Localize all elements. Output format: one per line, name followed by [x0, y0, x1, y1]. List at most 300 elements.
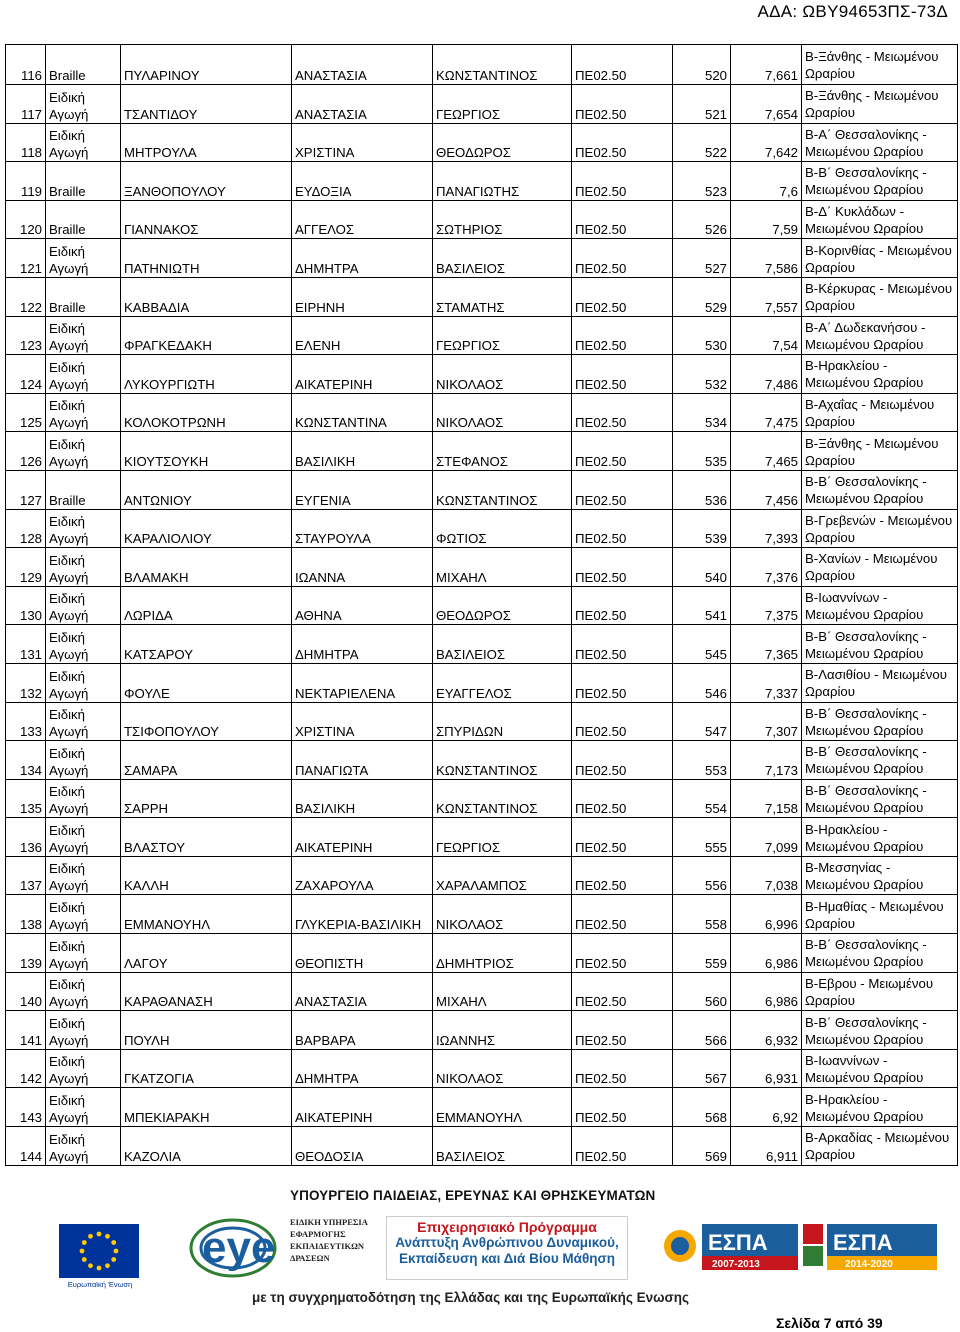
firstname-cell: ΑΝΑΣΤΑΣΙΑ	[292, 45, 433, 85]
eu-star	[105, 1234, 110, 1239]
rank-cell: 555	[673, 818, 731, 857]
firstname-cell: ΑΘΗΝΑ	[292, 586, 433, 625]
rank-cell: 554	[673, 779, 731, 818]
rank-cell: 567	[673, 1049, 731, 1088]
fathername-cell: ΘΕΟΔΩΡΟΣ	[433, 123, 572, 162]
firstname-cell: ΑΙΚΑΤΕΡΙΝΗ	[292, 818, 433, 857]
surname-cell: ΞΑΝΘΟΠΟΥΛΟΥ	[121, 162, 292, 201]
score-cell: 7,375	[731, 586, 802, 625]
espa-2007-2013-logo	[660, 1216, 800, 1278]
firstname-cell: ΚΩΝΣΤΑΝΤΙΝΑ	[292, 393, 433, 432]
category-cell: Ειδική Αγωγή	[46, 1049, 121, 1088]
specialty-cell: ΠΕ02.50	[572, 200, 673, 239]
svg-text:eye: eye	[202, 1223, 276, 1272]
placement-cell: Β-Αχαΐας - Μειωμένου Ωραρίου	[802, 393, 958, 432]
rank-cell: 523	[673, 162, 731, 201]
eu-star	[82, 1240, 87, 1245]
rank-cell: 560	[673, 972, 731, 1011]
surname-cell: ΓΙΑΝΝΑΚΟΣ	[121, 200, 292, 239]
svg-text:ΕΣΠΑ: ΕΣΠΑ	[708, 1230, 768, 1255]
rank-cell: 532	[673, 355, 731, 394]
placement-cell: Β-Ξάνθης - Μειωμένου Ωραρίου	[802, 45, 958, 85]
placement-cell: Β-Β΄ Θεσσαλονίκης - Μειωμένου Ωραρίου	[802, 470, 958, 509]
footer	[0, 1180, 960, 1330]
row-number: 118	[6, 123, 46, 162]
score-cell: 7,54	[731, 316, 802, 355]
score-cell: 7,365	[731, 625, 802, 664]
surname-cell: ΚΑΖΟΛΙΑ	[121, 1127, 292, 1166]
firstname-cell: ΑΙΚΑΤΕΡΙΝΗ	[292, 1088, 433, 1127]
fathername-cell: ΝΙΚΟΛΑΟΣ	[433, 355, 572, 394]
rank-cell: 568	[673, 1088, 731, 1127]
placement-cell: Β-Εβρου - Μειωμένου Ωραρίου	[802, 972, 958, 1011]
placement-cell: Β-Α΄ Δωδεκανήσου - Μειωμένου Ωραρίου	[802, 316, 958, 355]
fathername-cell: ΘΕΟΔΩΡΟΣ	[433, 586, 572, 625]
score-cell: 6,932	[731, 1011, 802, 1050]
specialty-cell: ΠΕ02.50	[572, 509, 673, 548]
specialty-cell: ΠΕ02.50	[572, 316, 673, 355]
placement-cell: Β-Δ΄ Κυκλάδων - Μειωμένου Ωραρίου	[802, 200, 958, 239]
surname-cell: ΜΠΕΚΙΑΡΑΚΗ	[121, 1088, 292, 1127]
category-cell: Ειδική Αγωγή	[46, 123, 121, 162]
rank-cell: 546	[673, 663, 731, 702]
table-row	[6, 934, 958, 973]
surname-cell: ΚΑΡΑΛΙΟΛΙΟΥ	[121, 509, 292, 548]
rank-cell: 520	[673, 45, 731, 85]
rank-cell: 530	[673, 316, 731, 355]
rank-cell: 566	[673, 1011, 731, 1050]
score-cell: 6,931	[731, 1049, 802, 1088]
placement-cell: Β-Ξάνθης - Μειωμένου Ωραρίου	[802, 85, 958, 124]
firstname-cell: ΕΥΔΟΞΙΑ	[292, 162, 433, 201]
eu-flag-logo	[59, 1224, 139, 1278]
category-cell: Braille	[46, 277, 121, 316]
category-cell: Ειδική Αγωγή	[46, 1011, 121, 1050]
rank-cell: 529	[673, 277, 731, 316]
rank-cell: 522	[673, 123, 731, 162]
fathername-cell: ΕΥΑΓΓΕΛΟΣ	[433, 663, 572, 702]
placement-cell: Β-Ιωαννίνων - Μειωμένου Ωραρίου	[802, 586, 958, 625]
program-subtitle: Ανάπτυξη Ανθρώπινου Δυναμικού, Εκπαίδευση και Διά Βίου Μάθηση	[395, 1235, 619, 1266]
rank-cell: 541	[673, 586, 731, 625]
row-number: 120	[6, 200, 46, 239]
eu-star	[82, 1257, 87, 1262]
fathername-cell: ΓΕΩΡΓΙΟΣ	[433, 85, 572, 124]
surname-cell: ΤΣΙΦΟΠΟΥΛΟΥ	[121, 702, 292, 741]
firstname-cell: ΧΡΙΣΤΙΝΑ	[292, 123, 433, 162]
fathername-cell: ΜΙΧΑΗΛ	[433, 548, 572, 587]
surname-cell: ΠΟΥΛΗ	[121, 1011, 292, 1050]
score-cell: 7,376	[731, 548, 802, 587]
category-cell: Ειδική Αγωγή	[46, 856, 121, 895]
ranking-table	[5, 44, 958, 1166]
surname-cell: ΚΑΒΒΑΔΙΑ	[121, 277, 292, 316]
fathername-cell: ΦΩΤΙΟΣ	[433, 509, 572, 548]
fathername-cell: ΔΗΜΗΤΡΙΟΣ	[433, 934, 572, 973]
row-number: 123	[6, 316, 46, 355]
firstname-cell: ΧΡΙΣΤΙΝΑ	[292, 702, 433, 741]
table-row	[6, 741, 958, 780]
specialty-cell: ΠΕ02.50	[572, 355, 673, 394]
specialty-cell: ΠΕ02.50	[572, 1011, 673, 1050]
specialty-cell: ΠΕ02.50	[572, 123, 673, 162]
fathername-cell: ΚΩΝΣΤΑΝΤΙΝΟΣ	[433, 470, 572, 509]
svg-text:2014-2020: 2014-2020	[845, 1259, 893, 1270]
score-cell: 7,654	[731, 85, 802, 124]
score-cell: 7,6	[731, 162, 802, 201]
firstname-cell: ΙΩΑΝΝΑ	[292, 548, 433, 587]
rank-cell: 545	[673, 625, 731, 664]
category-cell: Ειδική Αγωγή	[46, 779, 121, 818]
table-row	[6, 586, 958, 625]
rank-cell: 539	[673, 509, 731, 548]
firstname-cell: ΘΕΟΠΙΣΤΗ	[292, 934, 433, 973]
table-row	[6, 1127, 958, 1166]
rank-cell: 559	[673, 934, 731, 973]
score-cell: 7,337	[731, 663, 802, 702]
score-cell: 7,465	[731, 432, 802, 471]
firstname-cell: ΑΝΑΣΤΑΣΙΑ	[292, 972, 433, 1011]
surname-cell: ΠΑΤΗΝΙΩΤΗ	[121, 239, 292, 278]
row-number: 122	[6, 277, 46, 316]
row-number: 133	[6, 702, 46, 741]
surname-cell: ΛΩΡΙΔΑ	[121, 586, 292, 625]
placement-cell: Β-Α΄ Θεσσαλονίκης - Μειωμένου Ωραρίου	[802, 123, 958, 162]
rank-cell: 540	[673, 548, 731, 587]
rank-cell: 534	[673, 393, 731, 432]
score-cell: 7,557	[731, 277, 802, 316]
table-row	[6, 277, 958, 316]
eu-star	[80, 1249, 85, 1254]
rank-cell: 527	[673, 239, 731, 278]
page-number: Σελίδα 7 από 39	[776, 1315, 883, 1331]
table-row	[6, 1011, 958, 1050]
specialty-cell: ΠΕ02.50	[572, 741, 673, 780]
row-number: 137	[6, 856, 46, 895]
row-number: 132	[6, 663, 46, 702]
placement-cell: Β-Μεσσηνίας - Μειωμένου Ωραρίου	[802, 856, 958, 895]
category-cell: Ειδική Αγωγή	[46, 586, 121, 625]
rank-cell: 526	[673, 200, 731, 239]
table-row	[6, 316, 958, 355]
category-cell: Ειδική Αγωγή	[46, 432, 121, 471]
table-row	[6, 200, 958, 239]
category-cell: Ειδική Αγωγή	[46, 355, 121, 394]
score-cell: 7,486	[731, 355, 802, 394]
espa-2014-2020-logo	[803, 1216, 938, 1278]
score-cell: 7,158	[731, 779, 802, 818]
row-number: 126	[6, 432, 46, 471]
surname-cell: ΑΝΤΩΝΙΟΥ	[121, 470, 292, 509]
fathername-cell: ΠΑΝΑΓΙΩΤΗΣ	[433, 162, 572, 201]
rank-cell: 536	[673, 470, 731, 509]
table-row	[6, 702, 958, 741]
row-number: 142	[6, 1049, 46, 1088]
firstname-cell: ΓΛΥΚΕΡΙΑ-ΒΑΣΙΛΙΚΗ	[292, 895, 433, 934]
specialty-cell: ΠΕ02.50	[572, 895, 673, 934]
table-row	[6, 123, 958, 162]
fathername-cell: ΓΕΩΡΓΙΟΣ	[433, 316, 572, 355]
table-row	[6, 548, 958, 587]
row-number: 144	[6, 1127, 46, 1166]
placement-cell: Β-Β΄ Θεσσαλονίκης - Μειωμένου Ωραρίου	[802, 625, 958, 664]
fathername-cell: ΜΙΧΑΗΛ	[433, 972, 572, 1011]
specialty-cell: ΠΕ02.50	[572, 393, 673, 432]
category-cell: Braille	[46, 200, 121, 239]
category-cell: Braille	[46, 470, 121, 509]
category-cell: Ειδική Αγωγή	[46, 895, 121, 934]
surname-cell: ΠΥΛΑΡΙΝΟΥ	[121, 45, 292, 85]
specialty-cell: ΠΕ02.50	[572, 162, 673, 201]
fathername-cell: ΝΙΚΟΛΑΟΣ	[433, 895, 572, 934]
firstname-cell: ΑΙΚΑΤΕΡΙΝΗ	[292, 355, 433, 394]
score-cell: 7,307	[731, 702, 802, 741]
rank-cell: 535	[673, 432, 731, 471]
surname-cell: ΜΗΤΡΟΥΛΑ	[121, 123, 292, 162]
specialty-cell: ΠΕ02.50	[572, 818, 673, 857]
eu-star	[97, 1232, 102, 1237]
table-row	[6, 45, 958, 85]
rank-cell: 521	[673, 85, 731, 124]
specialty-cell: ΠΕ02.50	[572, 1049, 673, 1088]
surname-cell: ΣΑΡΡΗ	[121, 779, 292, 818]
specialty-cell: ΠΕ02.50	[572, 548, 673, 587]
score-cell: 7,475	[731, 393, 802, 432]
score-cell: 6,996	[731, 895, 802, 934]
fathername-cell: ΧΑΡΑΛΑΜΠΟΣ	[433, 856, 572, 895]
fathername-cell: ΝΙΚΟΛΑΟΣ	[433, 393, 572, 432]
specialty-cell: ΠΕ02.50	[572, 586, 673, 625]
fathername-cell: ΒΑΣΙΛΕΙΟΣ	[433, 625, 572, 664]
fathername-cell: ΒΑΣΙΛΕΙΟΣ	[433, 1127, 572, 1166]
placement-cell: Β-Ημαθίας - Μειωμένου Ωραρίου	[802, 895, 958, 934]
placement-cell: Β-Ηρακλείου - Μειωμένου Ωραρίου	[802, 355, 958, 394]
firstname-cell: ΕΛΕΝΗ	[292, 316, 433, 355]
row-number: 129	[6, 548, 46, 587]
specialty-cell: ΠΕ02.50	[572, 1088, 673, 1127]
surname-cell: ΒΛΑΜΑΚΗ	[121, 548, 292, 587]
fathername-cell: ΣΤΑΜΑΤΗΣ	[433, 277, 572, 316]
specialty-cell: ΠΕ02.50	[572, 45, 673, 85]
rank-cell: 556	[673, 856, 731, 895]
placement-cell: Β-Β΄ Θεσσαλονίκης - Μειωμένου Ωραρίου	[802, 162, 958, 201]
row-number: 143	[6, 1088, 46, 1127]
category-cell: Ειδική Αγωγή	[46, 663, 121, 702]
firstname-cell: ΕΙΡΗΝΗ	[292, 277, 433, 316]
row-number: 125	[6, 393, 46, 432]
row-number: 138	[6, 895, 46, 934]
firstname-cell: ΔΗΜΗΤΡΑ	[292, 239, 433, 278]
surname-cell: ΓΚΑΤΖΟΓΙΑ	[121, 1049, 292, 1088]
placement-cell: Β-Β΄ Θεσσαλονίκης - Μειωμένου Ωραρίου	[802, 741, 958, 780]
surname-cell: ΣΑΜΑΡΑ	[121, 741, 292, 780]
specialty-cell: ΠΕ02.50	[572, 470, 673, 509]
category-cell: Ειδική Αγωγή	[46, 1088, 121, 1127]
category-cell: Ειδική Αγωγή	[46, 393, 121, 432]
placement-cell: Β-Λασιθίου - Μειωμένου Ωραρίου	[802, 663, 958, 702]
specialty-cell: ΠΕ02.50	[572, 934, 673, 973]
firstname-cell: ΠΑΝΑΓΙΩΤΑ	[292, 741, 433, 780]
fathername-cell: ΣΠΥΡΙΔΩΝ	[433, 702, 572, 741]
specialty-cell: ΠΕ02.50	[572, 85, 673, 124]
fathername-cell: ΚΩΝΣΤΑΝΤΙΝΟΣ	[433, 741, 572, 780]
row-number: 124	[6, 355, 46, 394]
surname-cell: ΦΡΑΓΚΕΔΑΚΗ	[121, 316, 292, 355]
table-row	[6, 432, 958, 471]
placement-cell: Β-Γρεβενών - Μειωμένου Ωραρίου	[802, 509, 958, 548]
table-row	[6, 972, 958, 1011]
fathername-cell: ΚΩΝΣΤΑΝΤΙΝΟΣ	[433, 45, 572, 85]
score-cell: 7,393	[731, 509, 802, 548]
rank-cell: 558	[673, 895, 731, 934]
table-row	[6, 895, 958, 934]
score-cell: 6,986	[731, 934, 802, 973]
category-cell: Ειδική Αγωγή	[46, 548, 121, 587]
row-number: 139	[6, 934, 46, 973]
row-number: 121	[6, 239, 46, 278]
table-row	[6, 625, 958, 664]
specialty-cell: ΠΕ02.50	[572, 239, 673, 278]
placement-cell: Β-Β΄ Θεσσαλονίκης - Μειωμένου Ωραρίου	[802, 934, 958, 973]
cofinancing-text: με τη συγχρηματοδότηση της Ελλάδας και της Ευρωπαϊκής Ενωσης	[252, 1290, 690, 1305]
fathername-cell: ΣΩΤΗΡΙΟΣ	[433, 200, 572, 239]
category-cell: Ειδική Αγωγή	[46, 239, 121, 278]
fathername-cell: ΕΜΜΑΝΟΥΗΛ	[433, 1088, 572, 1127]
program-title: Επιχειρησιακό Πρόγραμμα	[417, 1219, 597, 1235]
surname-cell: ΕΜΜΑΝΟΥΗΛ	[121, 895, 292, 934]
row-number: 119	[6, 162, 46, 201]
placement-cell: Β-Β΄ Θεσσαλονίκης - Μειωμένου Ωραρίου	[802, 702, 958, 741]
placement-cell: Β-Β΄ Θεσσαλονίκης - Μειωμένου Ωραρίου	[802, 779, 958, 818]
specialty-cell: ΠΕ02.50	[572, 779, 673, 818]
eu-star	[88, 1234, 93, 1239]
row-number: 134	[6, 741, 46, 780]
table-row	[6, 393, 958, 432]
category-cell: Ειδική Αγωγή	[46, 934, 121, 973]
eu-label: Ευρωπαϊκή Ένωση	[67, 1280, 133, 1289]
specialty-cell: ΠΕ02.50	[572, 1127, 673, 1166]
score-cell: 7,038	[731, 856, 802, 895]
fathername-cell: ΓΕΩΡΓΙΟΣ	[433, 818, 572, 857]
category-cell: Braille	[46, 162, 121, 201]
table-row	[6, 509, 958, 548]
placement-cell: Β-Ιωαννίνων - Μειωμένου Ωραρίου	[802, 1049, 958, 1088]
eu-star	[111, 1240, 116, 1245]
category-cell: Ειδική Αγωγή	[46, 818, 121, 857]
placement-cell: Β-Κέρκυρας - Μειωμένου Ωραρίου	[802, 277, 958, 316]
table-row	[6, 818, 958, 857]
specialty-cell: ΠΕ02.50	[572, 663, 673, 702]
ministry-title: ΥΠΟΥΡΓΕΙΟ ΠΑΙΔΕΙΑΣ, ΕΡΕΥΝΑΣ ΚΑΙ ΘΡΗΣΚΕΥΜΑΤΩΝ	[290, 1188, 656, 1203]
row-number: 128	[6, 509, 46, 548]
surname-cell: ΦΟΥΛΕ	[121, 663, 292, 702]
specialty-cell: ΠΕ02.50	[572, 972, 673, 1011]
score-cell: 7,456	[731, 470, 802, 509]
score-cell: 7,099	[731, 818, 802, 857]
category-cell: Ειδική Αγωγή	[46, 316, 121, 355]
category-cell: Ειδική Αγωγή	[46, 741, 121, 780]
surname-cell: ΤΣΑΝΤΙΔΟΥ	[121, 85, 292, 124]
fathername-cell: ΒΑΣΙΛΕΙΟΣ	[433, 239, 572, 278]
row-number: 117	[6, 85, 46, 124]
category-cell: Ειδική Αγωγή	[46, 1127, 121, 1166]
firstname-cell: ΑΝΑΣΤΑΣΙΑ	[292, 85, 433, 124]
row-number: 116	[6, 45, 46, 85]
score-cell: 6,911	[731, 1127, 802, 1166]
placement-cell: Β-Ηρακλείου - Μειωμένου Ωραρίου	[802, 1088, 958, 1127]
placement-cell: Β-Ηρακλείου - Μειωμένου Ωραρίου	[802, 818, 958, 857]
fathername-cell: ΚΩΝΣΤΑΝΤΙΝΟΣ	[433, 779, 572, 818]
firstname-cell: ΣΤΑΥΡΟΥΛΑ	[292, 509, 433, 548]
specialty-cell: ΠΕ02.50	[572, 702, 673, 741]
fathername-cell: ΝΙΚΟΛΑΟΣ	[433, 1049, 572, 1088]
placement-cell: Β-Χανίων - Μειωμένου Ωραρίου	[802, 548, 958, 587]
svg-text:2007-2013: 2007-2013	[712, 1259, 760, 1270]
table-row	[6, 663, 958, 702]
score-cell: 7,59	[731, 200, 802, 239]
table-row	[6, 1088, 958, 1127]
row-number: 127	[6, 470, 46, 509]
firstname-cell: ΕΥΓΕΝΙΑ	[292, 470, 433, 509]
placement-cell: Β-Ξάνθης - Μειωμένου Ωραρίου	[802, 432, 958, 471]
placement-cell: Β-Β΄ Θεσσαλονίκης - Μειωμένου Ωραρίου	[802, 1011, 958, 1050]
table-row	[6, 1049, 958, 1088]
score-cell: 6,92	[731, 1088, 802, 1127]
fathername-cell: ΙΩΑΝΝΗΣ	[433, 1011, 572, 1050]
specialty-cell: ΠΕ02.50	[572, 856, 673, 895]
eu-star	[97, 1266, 102, 1271]
table-row	[6, 162, 958, 201]
firstname-cell: ΒΑΣΙΛΙΚΗ	[292, 779, 433, 818]
row-number: 141	[6, 1011, 46, 1050]
specialty-cell: ΠΕ02.50	[572, 432, 673, 471]
surname-cell: ΚΑΛΛΗ	[121, 856, 292, 895]
rank-cell: 553	[673, 741, 731, 780]
eu-star	[114, 1249, 119, 1254]
fathername-cell: ΣΤΕΦΑΝΟΣ	[433, 432, 572, 471]
firstname-cell: ΒΑΡΒΑΡΑ	[292, 1011, 433, 1050]
row-number: 135	[6, 779, 46, 818]
firstname-cell: ΒΑΣΙΛΙΚΗ	[292, 432, 433, 471]
table-row	[6, 470, 958, 509]
table-row	[6, 85, 958, 124]
category-cell: Ειδική Αγωγή	[46, 85, 121, 124]
table-row	[6, 239, 958, 278]
category-cell: Braille	[46, 45, 121, 85]
firstname-cell: ΑΓΓΕΛΟΣ	[292, 200, 433, 239]
row-number: 130	[6, 586, 46, 625]
placement-cell: Β-Αρκαδίας - Μειωμένου Ωραρίου	[802, 1127, 958, 1166]
placement-cell: Β-Κορινθίας - Μειωμένου Ωραρίου	[802, 239, 958, 278]
firstname-cell: ΔΗΜΗΤΡΑ	[292, 625, 433, 664]
score-cell: 7,661	[731, 45, 802, 85]
specialty-cell: ΠΕ02.50	[572, 277, 673, 316]
rank-cell: 569	[673, 1127, 731, 1166]
specialty-cell: ΠΕ02.50	[572, 625, 673, 664]
table-row	[6, 355, 958, 394]
surname-cell: ΚΑΤΣΑΡΟΥ	[121, 625, 292, 664]
firstname-cell: ΘΕΟΔΟΣΙΑ	[292, 1127, 433, 1166]
firstname-cell: ΝΕΚΤΑΡΙΕΛΕΝΑ	[292, 663, 433, 702]
eu-star	[88, 1263, 93, 1268]
svg-text:ΕΣΠΑ: ΕΣΠΑ	[833, 1230, 893, 1255]
row-number: 140	[6, 972, 46, 1011]
firstname-cell: ΖΑΧΑΡΟΥΛΑ	[292, 856, 433, 895]
surname-cell: ΛΑΓΟΥ	[121, 934, 292, 973]
score-cell: 6,986	[731, 972, 802, 1011]
surname-cell: ΒΛΑΣΤΟΥ	[121, 818, 292, 857]
firstname-cell: ΔΗΜΗΤΡΑ	[292, 1049, 433, 1088]
